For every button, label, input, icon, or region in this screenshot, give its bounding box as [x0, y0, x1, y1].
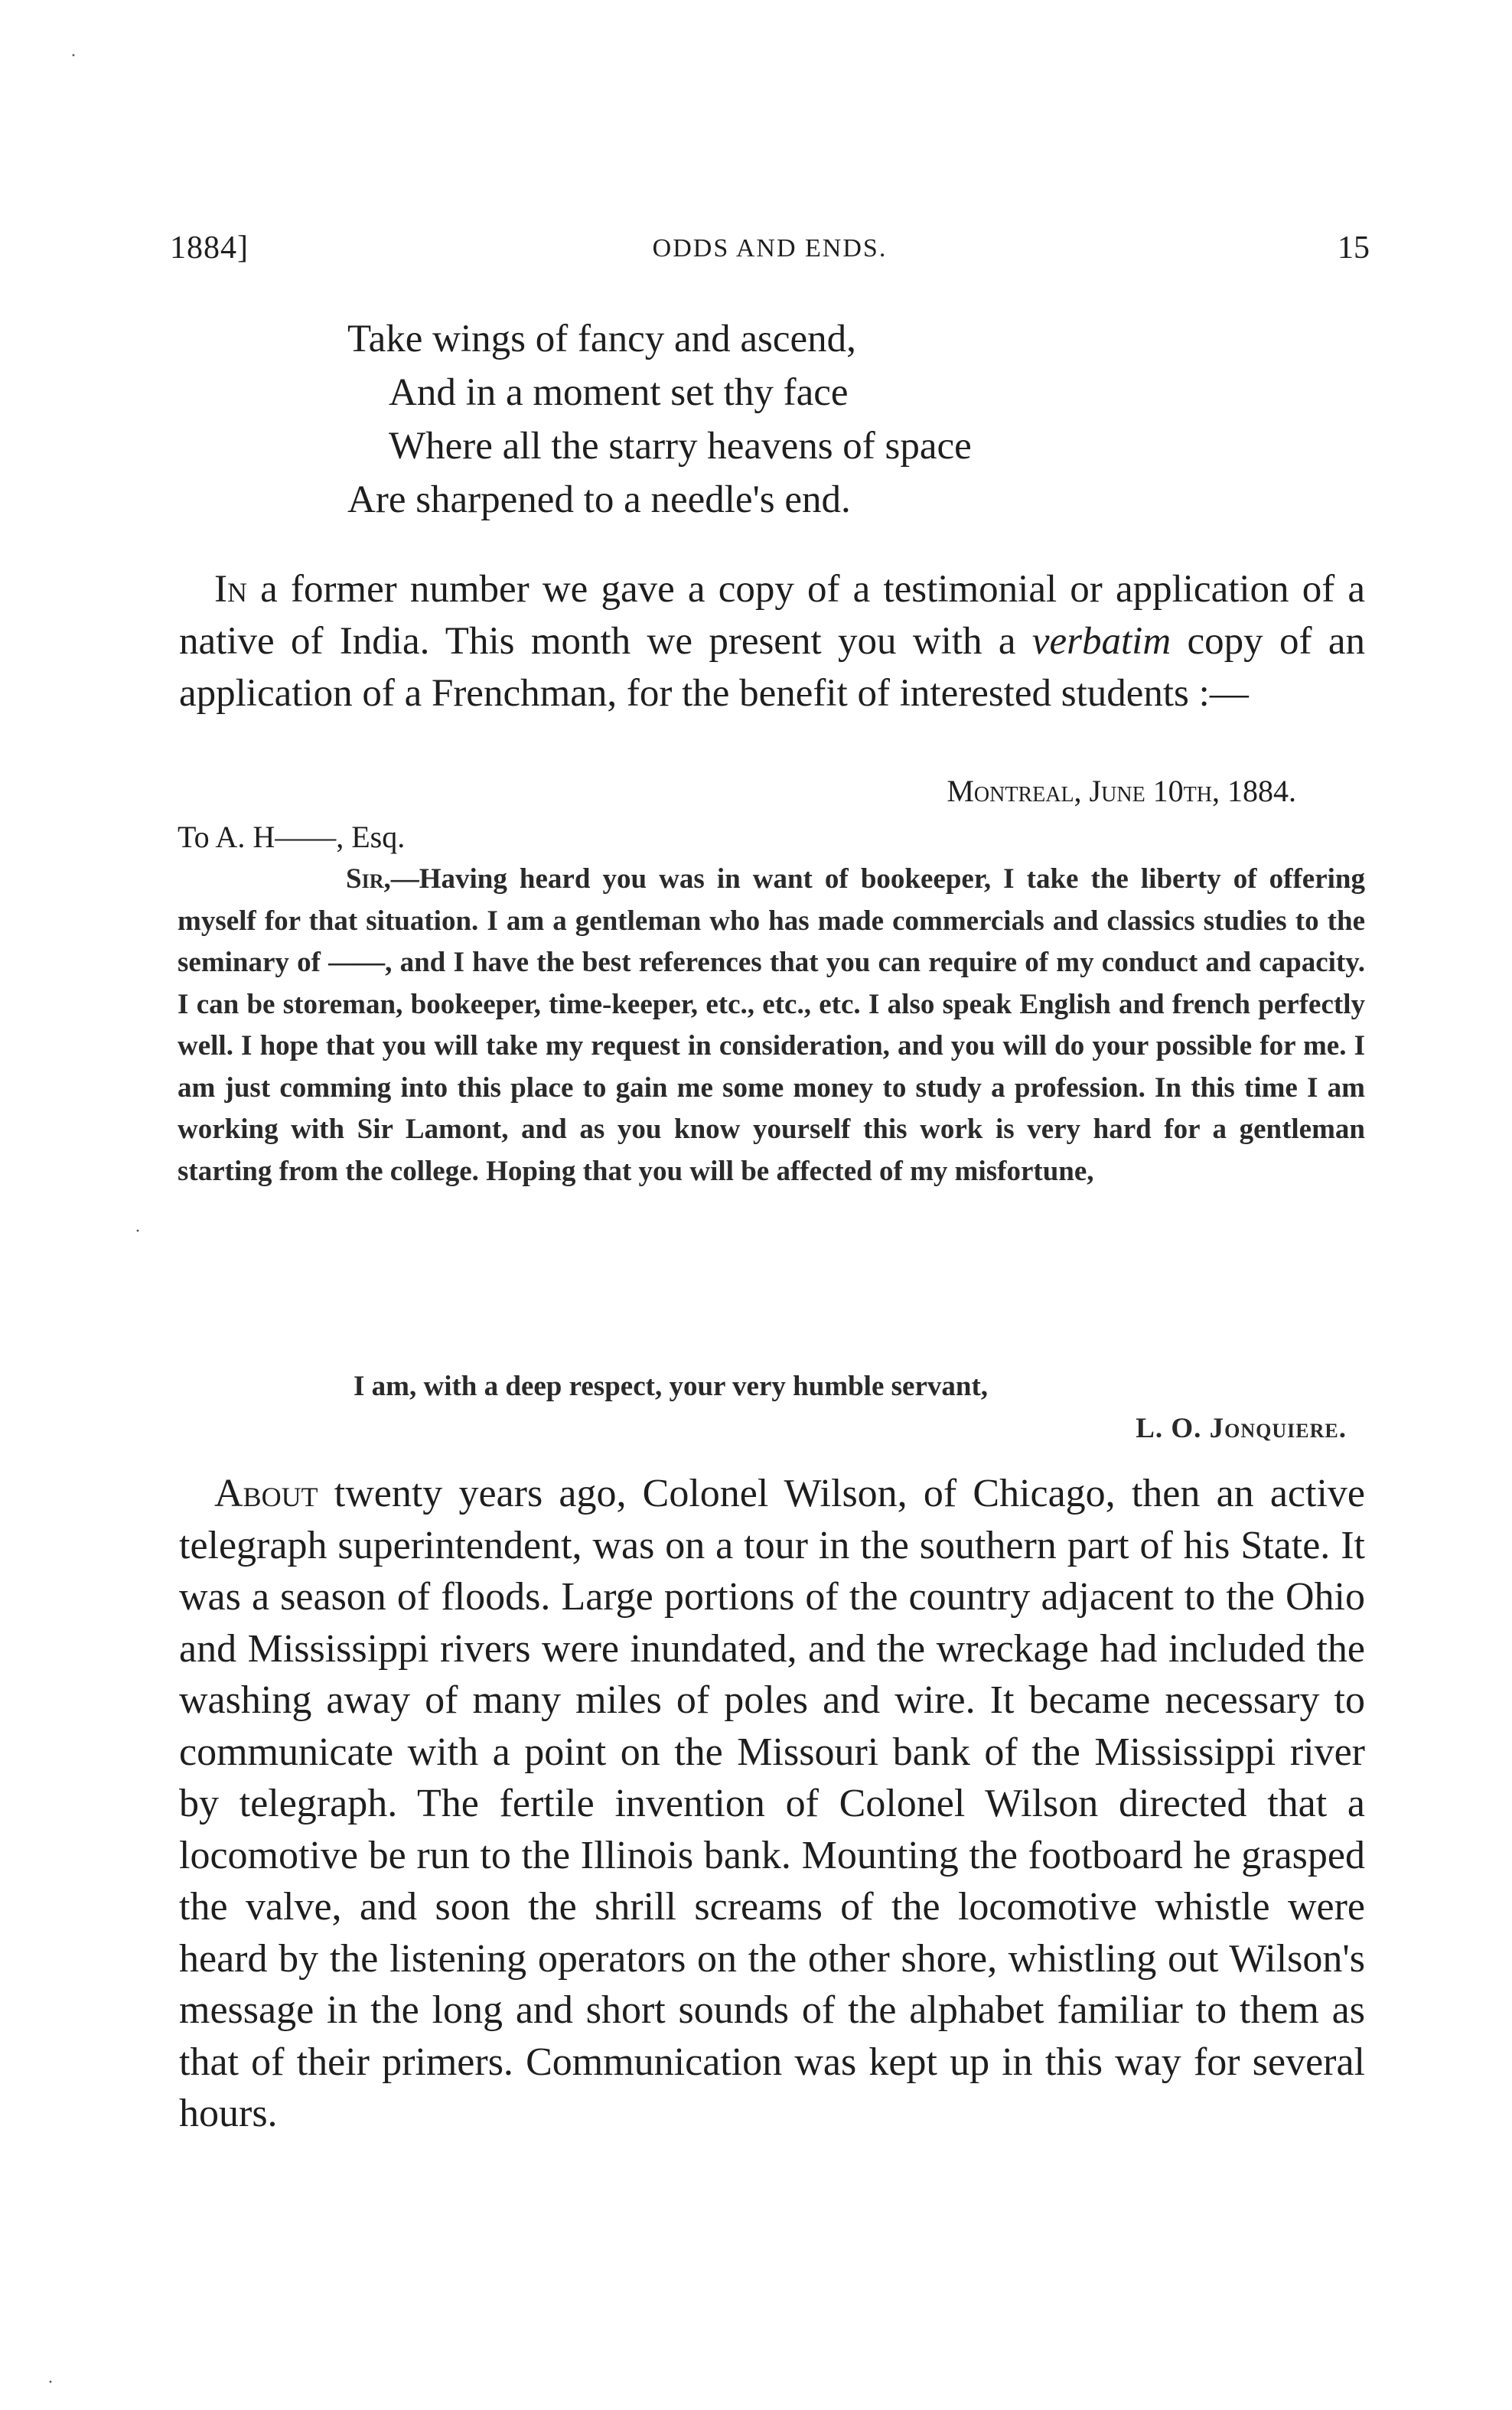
- poem-line-4: Are sharpened to a needle's end.: [347, 478, 851, 521]
- letter-text: —Having heard you was in want of bookeeper, I take the liberty of offering myself for that situation. I am a gentleman who has made commercials and classics studies to the seminary of ——, and I have the best references that you can require of my conduct and capacity. I can be storeman, bookeeper, time-keeper, etc., etc., etc. I also speak English and french perfectly well. I hope that you will take my request in consideration, and you will do your possible for me. I am just comming into this place to gain me some money to study a profession. In this time I am working with Sir Lamont, and as you know yourself this work is very hard for a gentleman starting from the college. Hoping that you will be affected of my misfortune,: [178, 863, 1365, 1187]
- story-paragraph: [179, 1468, 1365, 2140]
- poem-line-2: And in a moment set thy face: [389, 371, 849, 414]
- letter-signature: L. O. Jonquiere.: [1136, 1413, 1347, 1444]
- scan-speck: ·: [47, 2372, 54, 2392]
- story-lead: About: [214, 1472, 318, 1515]
- letter-dateline: Montreal, June 10th, 1884.: [947, 774, 1296, 808]
- letter-salutation: Sir,: [346, 863, 391, 895]
- intro-text-1: a former number we gave a copy of a testimonial or application of a native of India. This month we present you with a: [179, 568, 1365, 663]
- story-text: twenty years ago, Colonel Wilson, of Chicago, then an active telegraph superintendent, was on a tour in the southern part of his State. It was a season of floods. Large portions of the country adjacent to the Ohio and Mississippi rivers were inundated, and the wreckage had included the washing away of many miles of poles and wire. It became necessary to communicate with a point on the Missouri bank of the Mississippi river by telegraph. The fertile invention of Colonel Wilson directed that a locomotive be run to the Illinois bank. Mounting the footboard he grasped the valve, and soon the shrill screams of the locomotive whistle were heard by the listening operators on the other shore, whistling out Wilson's message in the long and short sounds of the alphabet familiar to them as that of their primers. Communication was kept up in this way for several hours.: [179, 1472, 1365, 2135]
- letter-closing: I am, with a deep respect, your very humble servant,: [354, 1371, 989, 1402]
- letter-body: [178, 859, 1365, 1192]
- page-number: 15: [1338, 230, 1370, 266]
- poem-line-1: Take wings of fancy and ascend,: [347, 318, 856, 360]
- scan-speck: ·: [135, 1221, 141, 1241]
- header-title: ODDS AND ENDS.: [652, 234, 888, 263]
- header-year: 1884]: [170, 230, 249, 266]
- letter-addressee: To A. H——, Esq.: [178, 820, 406, 854]
- intro-italic: verbatim: [1031, 620, 1171, 663]
- intro-text-2: copy of an application of a Frenchman, for the benefit of interested students :—: [179, 620, 1365, 715]
- intro-paragraph: [179, 563, 1365, 719]
- intro-lead: In: [214, 568, 247, 611]
- running-header: [170, 230, 1370, 283]
- scan-speck: ·: [70, 46, 77, 66]
- poem-line-3: Where all the starry heavens of space: [389, 425, 972, 468]
